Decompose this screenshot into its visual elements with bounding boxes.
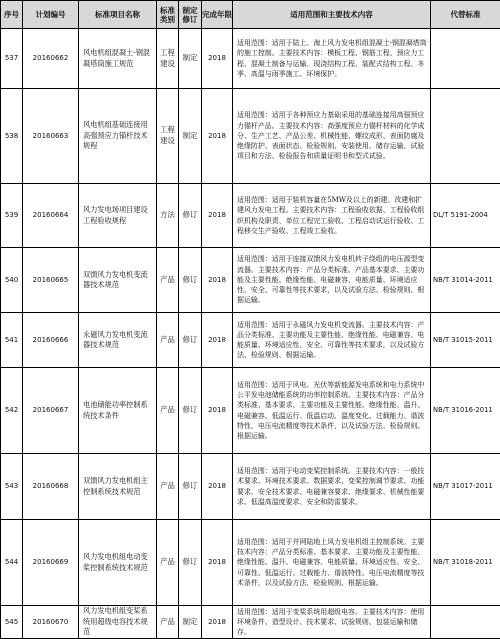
header-replace: 代替标准 bbox=[431, 1, 500, 29]
row-category: 产品 bbox=[157, 454, 179, 520]
row-replace: NB/T 31014-2011 bbox=[431, 248, 500, 313]
row-category: 产品 bbox=[157, 520, 179, 606]
row-replace: NB/T 31016-2011 bbox=[431, 368, 500, 454]
row-type: 制定 bbox=[179, 89, 202, 184]
table-row bbox=[1, 606, 500, 639]
header-seq: 序号 bbox=[1, 1, 23, 29]
row-year: 2018 bbox=[202, 184, 233, 248]
header-type: 制定修订 bbox=[179, 1, 202, 29]
table-row bbox=[1, 29, 500, 89]
row-category: 工程建设 bbox=[157, 89, 179, 184]
row-name: 风力发电机组变桨系统用超级电容技术规范 bbox=[79, 606, 157, 639]
row-plan-no: 20160670 bbox=[23, 606, 79, 639]
row-category: 工程建设 bbox=[157, 29, 179, 89]
table-header-row bbox=[1, 1, 500, 29]
row-replace bbox=[431, 29, 500, 89]
row-type: 修订 bbox=[179, 520, 202, 606]
row-name: 电池储能功率控制系统技术条件 bbox=[79, 368, 157, 454]
row-scope: 适用范围：适用于各种预应力基础采用的基础连接用高强预应力锚杆产品。主要技术内容：高强度预应力锚杆材料的化学成分、生产工艺、产品公差、机械性能、螺纹成形、表面防腐及绝缘防护、表面状态、检验规则、安装使用、储存运输、试验项目和方法、检验报告和质量证明书和型式试验。 bbox=[233, 89, 431, 184]
row-seq: 540 bbox=[1, 248, 23, 313]
header-plan-no: 计划编号 bbox=[23, 1, 79, 29]
row-name: 风电机组混凝土-钢混凝塔筒施工规范 bbox=[79, 29, 157, 89]
row-scope: 适用范围：适用于装机容量在5MW及以上的新建、改建和扩建风力发电工程。主要技术内容：工程验收依据、工程验收组织机构及职责、单位工程完工验收、工程启动试运行验收、工程移交生产验收、工程竣工验收。 bbox=[233, 184, 431, 248]
row-year: 2018 bbox=[202, 454, 233, 520]
header-name: 标准项目名称 bbox=[79, 1, 157, 29]
row-seq: 538 bbox=[1, 89, 23, 184]
row-replace: NB/T 31017-2011 bbox=[431, 454, 500, 520]
row-plan-no: 20160663 bbox=[23, 89, 79, 184]
row-seq: 541 bbox=[1, 313, 23, 368]
row-type: 修订 bbox=[179, 184, 202, 248]
row-type: 修订 bbox=[179, 313, 202, 368]
row-seq: 537 bbox=[1, 29, 23, 89]
row-scope: 适用范围：适用于风电、光伏等新能源发电系统和电力系统中公平发电池储能系统的功率控制系统。主要技术内容：产品分类标准、基本要求、主要功能及主要性能、绝缘性能、温升、电磁兼容、低温运行、低温启动、温度变化、过载能力、谐波特性、电压电流精度等技术条件，以及试验方法、检验规则、根据运输。 bbox=[233, 368, 431, 454]
row-category: 方法 bbox=[157, 184, 179, 248]
row-seq: 544 bbox=[1, 520, 23, 606]
row-year: 2018 bbox=[202, 248, 233, 313]
row-replace bbox=[431, 606, 500, 639]
row-year: 2018 bbox=[202, 368, 233, 454]
row-category: 产品 bbox=[157, 368, 179, 454]
row-year: 2018 bbox=[202, 606, 233, 639]
table-row bbox=[1, 313, 500, 368]
row-scope: 适用范围：适用于并网陆地上风力发电机组主控制系统。主要技术内容：产品分类标准、基本要求、主要功能及主要性能、绝缘性能、温升、电磁兼容、电能质量、环境适应性、安全、可靠性、低温运行、过载能力、谐波特性、电压电流精度等技术条件，以及试验方法、检验规则、根据运输。 bbox=[233, 520, 431, 606]
table-row bbox=[1, 368, 500, 454]
row-category: 产品 bbox=[157, 606, 179, 639]
row-plan-no: 20160667 bbox=[23, 368, 79, 454]
row-seq: 543 bbox=[1, 454, 23, 520]
row-name: 风力发电机组电动变桨控制系统技术规范 bbox=[79, 520, 157, 606]
row-plan-no: 20160665 bbox=[23, 248, 79, 313]
row-plan-no: 20160662 bbox=[23, 29, 79, 89]
row-replace: DL/T 5191-2004 bbox=[431, 184, 500, 248]
table-row bbox=[1, 184, 500, 248]
row-type: 制定 bbox=[179, 29, 202, 89]
row-year: 2018 bbox=[202, 520, 233, 606]
row-scope: 适用范围：适用于变桨系统用超级电容。主要技术内容：使用环境条件、造型设计、技术要求、试验规则、包装运输和储存。 bbox=[233, 606, 431, 639]
row-seq: 542 bbox=[1, 368, 23, 454]
row-type: 修订 bbox=[179, 454, 202, 520]
row-year: 2018 bbox=[202, 313, 233, 368]
row-seq: 545 bbox=[1, 606, 23, 639]
header-category: 标准类别 bbox=[157, 1, 179, 29]
table-row bbox=[1, 520, 500, 606]
row-plan-no: 20160668 bbox=[23, 454, 79, 520]
row-plan-no: 20160664 bbox=[23, 184, 79, 248]
table-row bbox=[1, 89, 500, 184]
row-type: 制定 bbox=[179, 606, 202, 639]
row-scope: 适用范围：适用于陆上、海上风力发电机组混凝土-钢混凝塔筒的施工控制。主要技术内容：模板工程、钢筋工程、预应力工程、混凝土制备与运输、现浇结构工程、装配式结构工程、冬季、高温与雨季施工、环境保护。 bbox=[233, 29, 431, 89]
row-year: 2018 bbox=[202, 29, 233, 89]
row-category: 产品 bbox=[157, 313, 179, 368]
row-plan-no: 20160666 bbox=[23, 313, 79, 368]
row-name: 永磁风力发电机变流器技术规范 bbox=[79, 313, 157, 368]
row-category: 产品 bbox=[157, 248, 179, 313]
table-row bbox=[1, 248, 500, 313]
row-year: 2018 bbox=[202, 89, 233, 184]
row-replace: NB/T 31015-2011 bbox=[431, 313, 500, 368]
row-name: 双馈风力发电机组主控制系统技术规范 bbox=[79, 454, 157, 520]
row-name: 双馈风力发电机变流器技术规范 bbox=[79, 248, 157, 313]
row-scope: 适用范围：适用于连接双馈风力发电机转子绕组的电压源型变流器。主要技术内容：产品分类标准、产品基本要求、主要功能及主要性能、绝缘性能、电磁兼容、电能质量、环境适应性、安全、可靠性等技术要求，以及试验方法、检验规则、根据运输。 bbox=[233, 248, 431, 313]
header-year: 完成年限 bbox=[202, 1, 233, 29]
header-scope: 适用范围和主要技术内容 bbox=[233, 1, 431, 29]
row-plan-no: 20160669 bbox=[23, 520, 79, 606]
row-scope: 适用范围：适用于永磁风力发电机变流器。主要技术内容：产品分类标准、主要功能及主要性能、绝缘性能、电磁兼容、电能质量、环境适应性、安全、可靠性等技术要求，以及试验方法、检验规则、根据运输。 bbox=[233, 313, 431, 368]
row-name: 风电机组基础连接用高强预应力锚杆技术规程 bbox=[79, 89, 157, 184]
row-type: 修订 bbox=[179, 368, 202, 454]
row-seq: 539 bbox=[1, 184, 23, 248]
row-name: 风力发电场项目建设工程验收规程 bbox=[79, 184, 157, 248]
row-scope: 适用范围：适用于电动变桨控制系统。主要技术内容：一般技术要求、环境技术要求、数据要求、变桨控制调节要求、功能要求、安全技术要求、电磁兼容要求、绝缘要求、机械性能要求、低温高温度要求、安全和防雷要求。 bbox=[233, 454, 431, 520]
row-replace bbox=[431, 89, 500, 184]
table-row bbox=[1, 454, 500, 520]
row-replace: NB/T 31018-2011 bbox=[431, 520, 500, 606]
row-type: 修订 bbox=[179, 248, 202, 313]
